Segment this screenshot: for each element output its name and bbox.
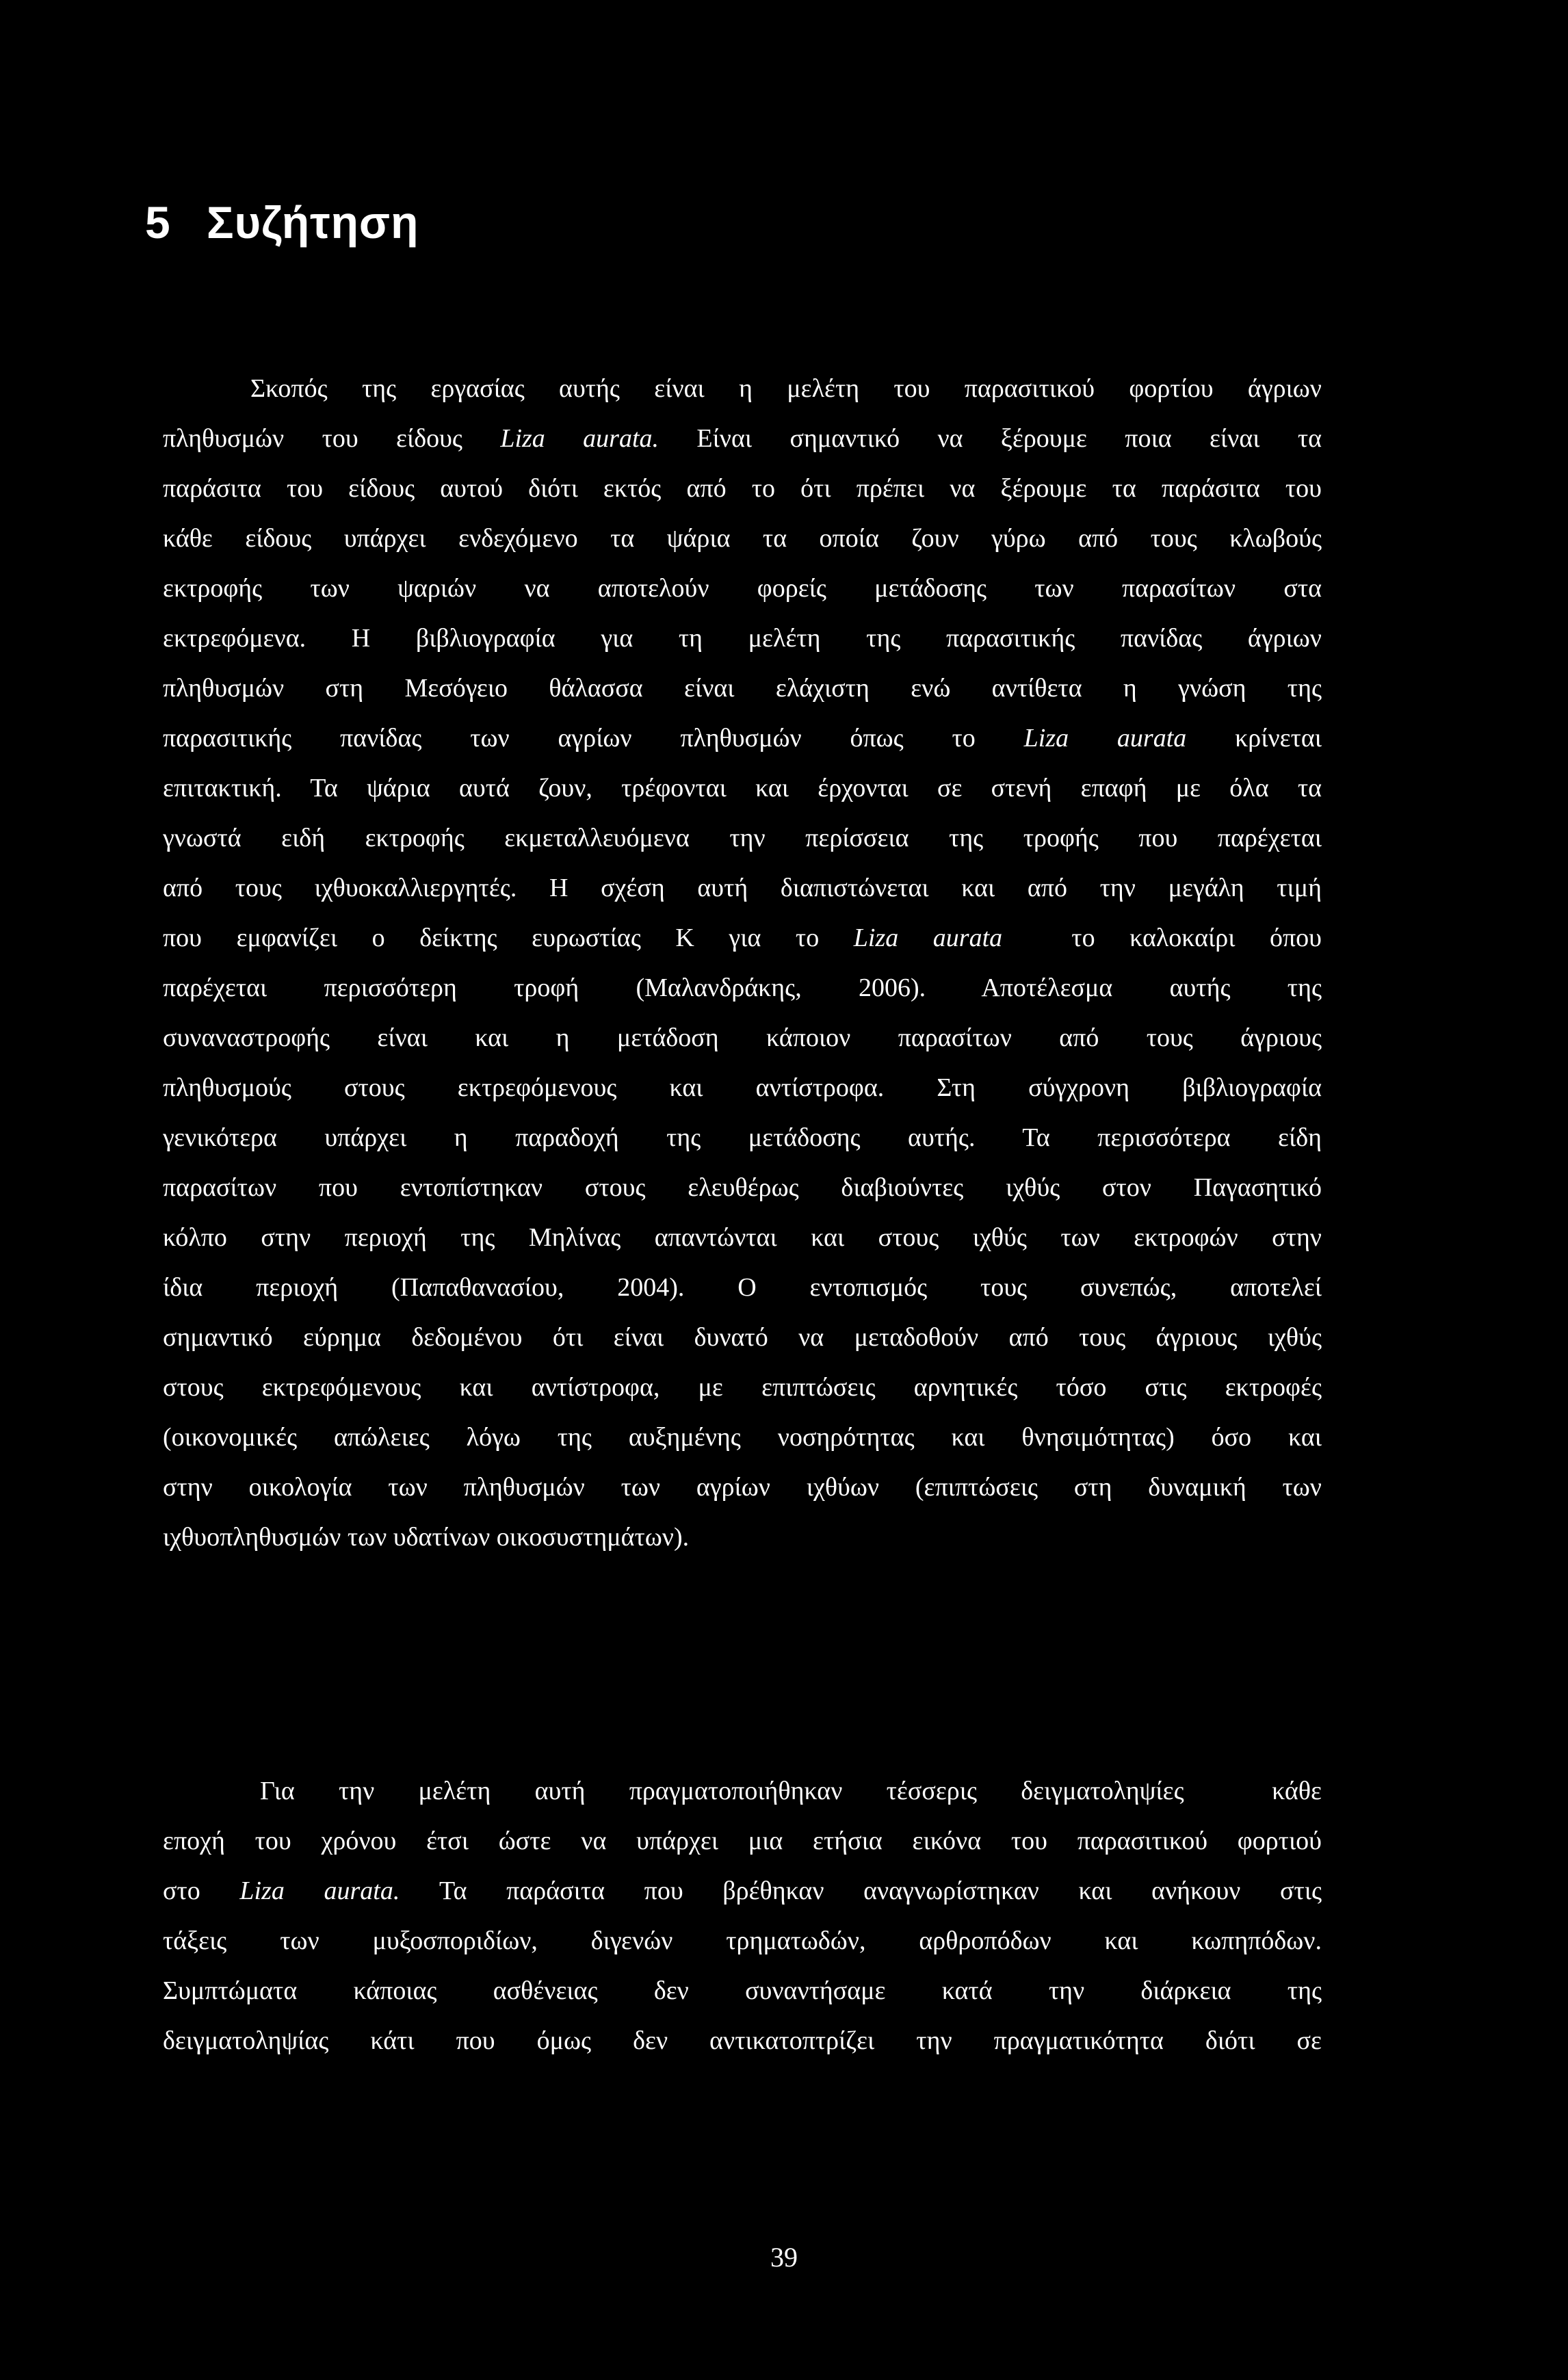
text-segment: σημαντικό εύρημα δεδομένου ότι είναι δυνατό να μεταδοθούν από τους άγριους ιχθύς (163, 1323, 1322, 1352)
text-segment: κρίνεται (1186, 724, 1322, 753)
text-segment: το καλοκαίρι όπου (1002, 924, 1322, 952)
text-segment: παράσιτα του είδους αυτού διότι εκτός από το ότι πρέπει να ξέρουμε τα παράσιτα του (163, 474, 1322, 503)
text-segment: παρέχεται περισσότερη τροφή (Μαλανδράκης, 2006). Αποτέλεσμα αυτής της (163, 973, 1322, 1002)
text-line (163, 1916, 1322, 1966)
text-segment: στους εκτρεφόμενους και αντίστροφα, με επιπτώσεις αρνητικές τόσο στις εκτροφές (163, 1373, 1322, 1402)
text-segment: πληθυσμών στη Μεσόγειο θάλασσα είναι ελάχιστη ενώ αντίθετα η γνώση της (163, 674, 1322, 703)
text-line (163, 514, 1322, 564)
text-segment: κόλπο στην περιοχή της Μηλίνας απαντώνται και στους ιχθύς των εκτροφών στην (163, 1223, 1322, 1252)
text-line (163, 1816, 1322, 1866)
text-segment: ίδια περιοχή (Παπαθανασίου, 2004). Ο εντοπισμός τους συνεπώς, αποτελεί (163, 1273, 1322, 1302)
text-line (163, 714, 1322, 763)
text-line (163, 1966, 1322, 2016)
text-segment: Σκοπός της εργασίας αυτής είναι η μελέτη του παρασιτικού φορτίου άγριων (250, 374, 1322, 403)
species-name: Liza aurata (853, 924, 1003, 952)
text-segment: Είναι σημαντικό να ξέρουμε ποια είναι τα (659, 424, 1322, 453)
text-segment: παρασιτικής πανίδας των αγρίων πληθυσμών όπως το (163, 724, 1024, 753)
text-segment: εποχή του χρόνου έτσι ώστε να υπάρχει μια ετήσια εικόνα του παρασιτικού φορτιού (163, 1827, 1322, 1855)
text-line (163, 1163, 1322, 1213)
text-line (163, 1013, 1322, 1063)
text-line (163, 2016, 1322, 2066)
text-segment: γνωστά ειδή εκτροφής εκμεταλλευόμενα την περίσσεια της τροφής που παρέχεται (163, 824, 1322, 852)
text-line (163, 863, 1322, 913)
text-segment: ιχθυοπληθυσμών των υδατίνων οικοσυστημάτων). (163, 1523, 690, 1552)
section-number: 5 (145, 197, 171, 248)
text-segment: πληθυσμούς στους εκτρεφόμενους και αντίστροφα. Στη σύγχρονη βιβλιογραφία (163, 1073, 1322, 1102)
text-line (163, 1513, 1322, 1562)
text-segment: συναναστροφής είναι και η μετάδοση κάποιον παρασίτων από τους άγριους (163, 1023, 1322, 1052)
paragraph-discussion-purpose (163, 364, 1322, 1562)
species-name: Liza aurata. (500, 424, 659, 453)
text-line (163, 414, 1322, 464)
text-segment: τάξεις των μυξοσποριδίων, διγενών τρηματωδών, αρθροπόδων και κωπηπόδων. (163, 1926, 1322, 1955)
text-segment: Τα παράσιτα που βρέθηκαν αναγνωρίστηκαν και ανήκουν στις (400, 1876, 1322, 1905)
text-segment: δειγματοληψίας κάτι που όμως δεν αντικατοπτρίζει την πραγματικότητα διότι σε (163, 2026, 1322, 2055)
text-line (163, 664, 1322, 714)
text-line (163, 614, 1322, 664)
text-segment: εκτρεφόμενα. Η βιβλιογραφία για τη μελέτη της παρασιτικής πανίδας άγριων (163, 624, 1322, 653)
text-segment: εκτροφής των ψαριών να αποτελούν φορείς μετάδοσης των παρασίτων στα (163, 574, 1322, 603)
species-name: Liza aurata. (239, 1876, 400, 1905)
text-line (163, 1063, 1322, 1113)
text-segment: πληθυσμών του είδους (163, 424, 501, 453)
text-line (163, 1213, 1322, 1263)
text-segment: παρασίτων που εντοπίστηκαν στους ελευθέρως διαβιούντες ιχθύς στον Παγασητικό (163, 1173, 1322, 1202)
text-line (163, 963, 1322, 1013)
text-segment: στο (163, 1876, 240, 1905)
text-line (163, 813, 1322, 863)
paragraph-sampling (163, 1766, 1322, 2066)
text-line (163, 763, 1322, 813)
text-segment: (οικονομικές απώλειες λόγω της αυξημένης νοσηρότητας και θνησιμότητας) όσο και (163, 1423, 1322, 1452)
text-line (163, 1113, 1322, 1163)
text-line (163, 1766, 1322, 1816)
text-line (163, 1363, 1322, 1413)
text-segment: στην οικολογία των πληθυσμών των αγρίων ιχθύων (επιπτώσεις στη δυναμική των (163, 1473, 1322, 1502)
text-segment: επιτακτική. Τα ψάρια αυτά ζουν, τρέφονται και έρχονται σε στενή επαφή με όλα τα (163, 774, 1322, 802)
page-number: 39 (770, 2242, 798, 2273)
section-heading (145, 197, 419, 248)
text-segment: Για την μελέτη αυτή πραγματοποιήθηκαν τέσσερις δειγματοληψίες κάθε (260, 1777, 1322, 1805)
text-line (163, 1313, 1322, 1363)
text-line (163, 464, 1322, 514)
text-line (163, 1866, 1322, 1916)
text-segment: γενικότερα υπάρχει η παραδοχή της μετάδοσης αυτής. Τα περισσότερα είδη (163, 1123, 1322, 1152)
text-segment: κάθε είδους υπάρχει ενδεχόμενο τα ψάρια τα οποία ζουν γύρω από τους κλωβούς (163, 524, 1322, 553)
text-line (163, 1463, 1322, 1513)
text-line (163, 364, 1322, 414)
text-line (163, 1413, 1322, 1463)
text-segment: που εμφανίζει ο δείκτης ευρωστίας K για το (163, 924, 854, 952)
species-name: Liza aurata (1023, 724, 1187, 753)
text-segment: από τους ιχθυοκαλλιεργητές. Η σχέση αυτή διαπιστώνεται και από την μεγάλη τιμή (163, 874, 1322, 902)
text-line (163, 564, 1322, 614)
section-title: Συζήτηση (207, 197, 419, 248)
text-segment: Συμπτώματα κάποιας ασθένειας δεν συναντήσαμε κατά την διάρκεια της (163, 1976, 1322, 2005)
text-line (163, 1263, 1322, 1313)
text-line (163, 913, 1322, 963)
